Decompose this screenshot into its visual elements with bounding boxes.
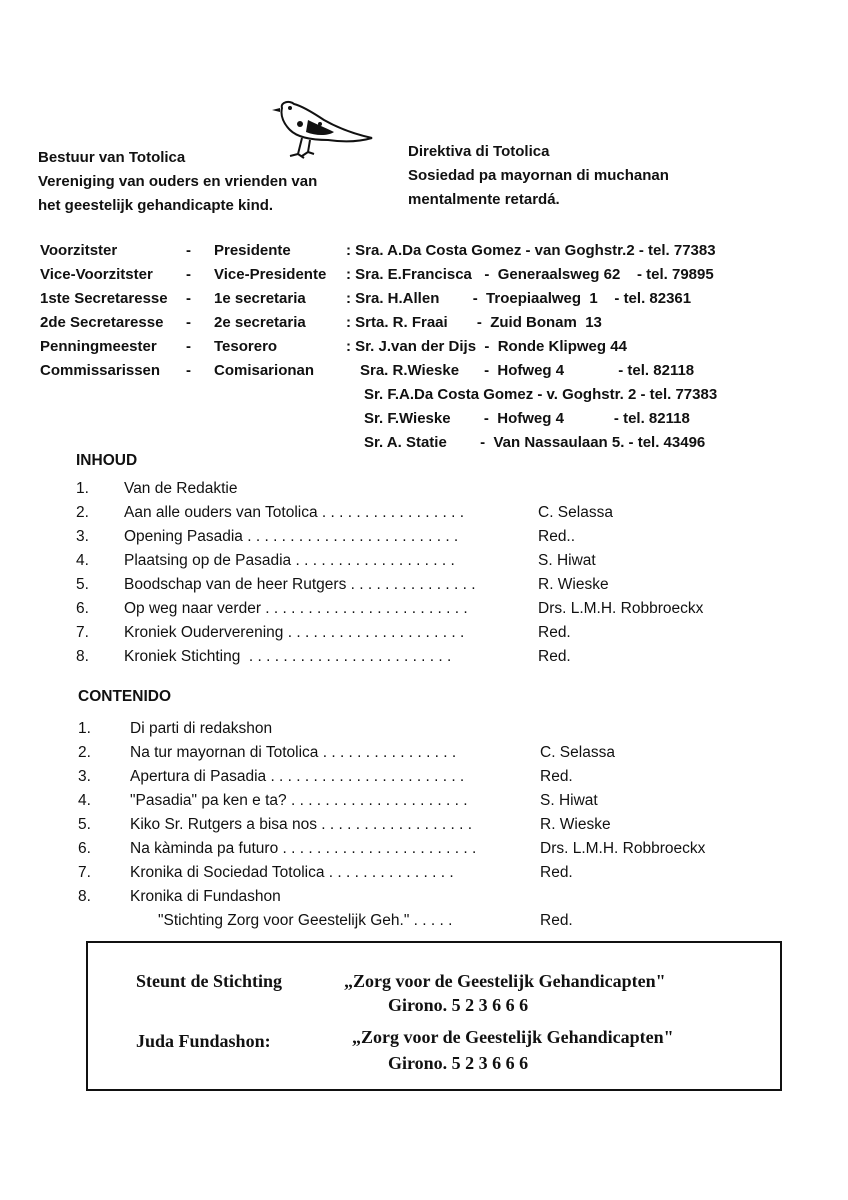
toc-item (0, 549, 848, 573)
officer-title-pap: Presidente (214, 242, 291, 259)
toc-title: Kroniek Stichting . . . . . . . . . . . . . . . . . . . . . . . . (124, 648, 452, 665)
member-name: Sr. F.Wieske - Hofweg 4 - tel. 82118 (364, 410, 690, 427)
toc-item (0, 885, 848, 909)
toc-number: 7. (76, 624, 89, 641)
toc-item (0, 813, 848, 837)
officer-dash: - (186, 362, 191, 379)
toc-item (0, 573, 848, 597)
toc-title: Na tur mayornan di Totolica . . . . . . . . . . . . . . . . (130, 744, 457, 761)
toc-title: Kronika di Sociedad Totolica . . . . . . . . . . . . . . . (130, 864, 454, 881)
officer-title-pap: 1e secretaria (214, 290, 306, 307)
toc-item (0, 477, 848, 501)
toc-number: 5. (78, 816, 91, 833)
officer-row (0, 311, 848, 335)
right-header-line: Direktiva di Totolica (408, 143, 550, 160)
toc-author: R. Wieske (538, 576, 609, 593)
toc-author: Red. (540, 912, 573, 929)
toc-number: 1. (76, 480, 89, 497)
toc-number: 3. (78, 768, 91, 785)
toc-author: Red. (538, 624, 571, 641)
toc-item (0, 525, 848, 549)
officer-title-pap: Vice-Presidente (214, 266, 327, 283)
box-label-nl: Steunt de Stichting (136, 971, 283, 991)
inhoud-list (0, 477, 848, 669)
toc-item (0, 597, 848, 621)
officer-name: : Sra. A.Da Costa Gomez - van Goghstr.2 - tel. 77383 (346, 242, 716, 259)
toc-number: 1. (78, 720, 91, 737)
right-header-line: Sosiedad pa mayornan di muchanan (408, 167, 669, 184)
toc-item (0, 741, 848, 765)
officer-title-pap: 2e secretaria (214, 314, 306, 331)
toc-number: 6. (78, 840, 91, 857)
officer-title-nl: Voorzitster (40, 242, 118, 259)
box-girono: Girono. 5 2 3 6 6 6 (388, 1053, 529, 1073)
toc-number: 2. (78, 744, 91, 761)
toc-title: Kroniek Ouderverening . . . . . . . . . . . . . . . . . . . . . (124, 624, 465, 641)
toc-number: 8. (78, 888, 91, 905)
officer-dash: - (186, 242, 191, 259)
toc-number: 2. (76, 504, 89, 521)
toc-author: S. Hiwat (540, 792, 598, 809)
right-header (408, 140, 669, 212)
toc-author: Drs. L.M.H. Robbroeckx (538, 600, 704, 617)
toc-number: 4. (78, 792, 91, 809)
officer-name: : Sra. E.Francisca - Generaalsweg 62 - tel. 79895 (346, 266, 714, 283)
member-name: Sr. A. Statie - Van Nassaulaan 5. - tel. 43496 (364, 434, 706, 451)
member-row (0, 383, 848, 407)
officer-name: : Sra. H.Allen - Troepiaalweg 1 - tel. 82361 (346, 290, 692, 307)
support-box (86, 941, 782, 1091)
officer-dash: - (186, 266, 191, 283)
toc-number: 6. (76, 600, 89, 617)
toc-author: S. Hiwat (538, 552, 596, 569)
toc-title: "Stichting Zorg voor Geestelijk Geh." . . . . . (158, 912, 453, 929)
toc-title: Van de Redaktie (124, 480, 238, 497)
contenido-list (0, 717, 848, 933)
toc-number: 5. (76, 576, 89, 593)
toc-title: Plaatsing op de Pasadia . . . . . . . . . . . . . . . . . . . (124, 552, 455, 569)
officer-row (0, 239, 848, 263)
toc-item (0, 621, 848, 645)
officer-row (0, 263, 848, 287)
toc-item (0, 861, 848, 885)
toc-title: Na kàminda pa futuro . . . . . . . . . . . . . . . . . . . . . . . (130, 840, 477, 857)
toc-title: Aan alle ouders van Totolica . . . . . . . . . . . . . . . . . (124, 504, 465, 521)
box-foundation-name: „Zorg voor de Geestelijk Gehandicapten" (344, 971, 666, 991)
officer-row (0, 335, 848, 359)
toc-title: Kronika di Fundashon (130, 888, 281, 905)
toc-item (0, 501, 848, 525)
toc-author: C. Selassa (538, 504, 613, 521)
toc-author: Red. (540, 768, 573, 785)
toc-title: Di parti di redakshon (130, 720, 273, 737)
toc-title: Op weg naar verder . . . . . . . . . . . . . . . . . . . . . . . . (124, 600, 468, 617)
toc-author: C. Selassa (540, 744, 615, 761)
officer-name: : Sr. J.van der Dijs - Ronde Klipweg 44 (346, 338, 627, 355)
toc-item (0, 909, 848, 933)
toc-item (0, 837, 848, 861)
toc-item (0, 717, 848, 741)
officer-title-nl: 1ste Secretaresse (40, 290, 168, 307)
box-girono: Girono. 5 2 3 6 6 6 (388, 995, 529, 1015)
toc-author: Drs. L.M.H. Robbroeckx (540, 840, 706, 857)
officer-name: : Srta. R. Fraai - Zuid Bonam 13 (346, 314, 602, 331)
toc-author: Red.. (538, 528, 576, 545)
toc-item (0, 645, 848, 669)
officer-title-nl: Vice-Voorzitster (40, 266, 153, 283)
toc-title: Apertura di Pasadia . . . . . . . . . . . . . . . . . . . . . . . (130, 768, 465, 785)
toc-author: Red. (540, 864, 573, 881)
officer-row (0, 287, 848, 311)
member-name: Sr. F.A.Da Costa Gomez - v. Goghstr. 2 - tel. 77383 (364, 386, 718, 403)
toc-number: 4. (76, 552, 89, 569)
officer-title-nl: 2de Secretaresse (40, 314, 164, 331)
officer-dash: - (186, 290, 191, 307)
officer-name: Sra. R.Wieske - Hofweg 4 - tel. 82118 (360, 362, 695, 379)
officer-row (0, 359, 848, 383)
officer-dash: - (186, 338, 191, 355)
toc-item (0, 765, 848, 789)
officer-title-pap: Comisarionan (214, 362, 315, 379)
toc-item (0, 789, 848, 813)
toc-number: 3. (76, 528, 89, 545)
member-row (0, 407, 848, 431)
toc-author: R. Wieske (540, 816, 611, 833)
box-label-pap: Juda Fundashon: (136, 1031, 271, 1051)
right-header-line: mentalmente retardá. (408, 191, 560, 208)
toc-number: 8. (76, 648, 89, 665)
box-foundation-name: „Zorg voor de Geestelijk Gehandicapten" (352, 1027, 674, 1047)
left-header-line: het geestelijk gehandicapte kind. (38, 197, 274, 214)
officer-title-pap: Tesorero (214, 338, 278, 355)
inhoud-title: INHOUD (76, 452, 138, 469)
toc-title: Opening Pasadia . . . . . . . . . . . . . . . . . . . . . . . . . (124, 528, 459, 545)
contenido-title: CONTENIDO (78, 688, 171, 705)
toc-number: 7. (78, 864, 91, 881)
left-header-line: Vereniging van ouders en vrienden van (38, 173, 318, 190)
toc-title: Kiko Sr. Rutgers a bisa nos . . . . . . . . . . . . . . . . . . (130, 816, 472, 833)
left-header (38, 146, 317, 218)
toc-author: Red. (538, 648, 571, 665)
toc-title: Boodschap van de heer Rutgers . . . . . . . . . . . . . . . (124, 576, 476, 593)
officers-list (0, 239, 848, 455)
officer-dash: - (186, 314, 191, 331)
left-header-line: Bestuur van Totolica (38, 149, 186, 166)
officer-title-nl: Penningmeester (40, 338, 157, 355)
toc-title: "Pasadia" pa ken e ta? . . . . . . . . . . . . . . . . . . . . . (130, 792, 468, 809)
officer-title-nl: Commissarissen (40, 362, 161, 379)
